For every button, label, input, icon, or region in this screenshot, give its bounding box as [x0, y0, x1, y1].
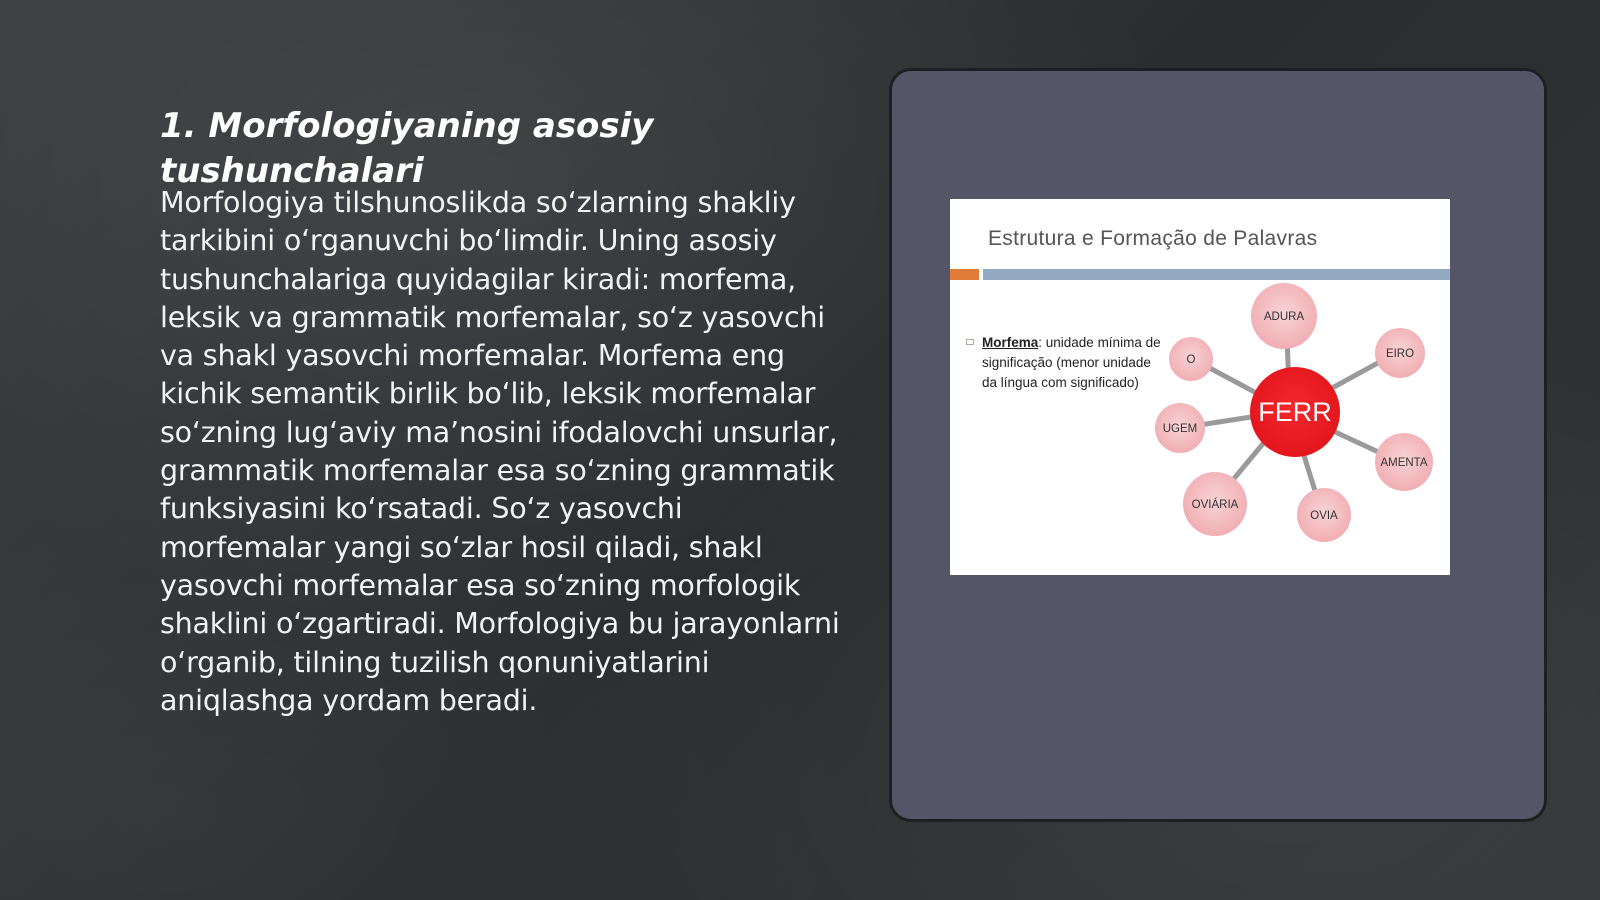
node-label-eiro: EIRO — [1385, 348, 1415, 361]
node-label-amenta: AMENTA — [1380, 457, 1428, 470]
body-paragraph: Morfologiya tilshunoslikda so‘zlarning shakliy tarkibini o‘rganuvchi bo‘limdir. Uning asosiy tushunchalariga quyidagilar kiradi: morfema, leksik va grammatik morfemalar, so‘z yasovchi va shakl yasovchi morfemalar. Morfema eng kichik semantik birlik bo‘lib, leksik morfemalar so‘zning lug‘aviy ma’nosini ifodalovchi unsurlar, grammatik morfemalar esa so‘zning grammatik funksiyasini ko‘rsatadi. So‘z yasovchi morfemalar yangi so‘zlar hosil qiladi, shakl yasovchi morfemalar esa so‘zning morfologik shaklini o‘zgartiradi. Morfologiya bu jarayonlarni o‘rganib, tilning tuzilish qonuniyatlarini aniqlashga yordam beradi. — [160, 186, 840, 717]
node-label-o: O — [1186, 354, 1196, 367]
definition-term: Morfema — [982, 335, 1039, 350]
node-label-oviaria: OVIÁRIA — [1191, 499, 1239, 512]
node-label-ugem: UGEM — [1162, 423, 1198, 436]
embedded-slide-image — [950, 199, 1450, 575]
morpheme-diagram — [950, 199, 1450, 575]
node-label-ovia: OVIA — [1310, 510, 1338, 523]
center-label: FERR — [1258, 397, 1332, 428]
embedded-slide-title: Estrutura e Formação de Palavras — [988, 227, 1318, 250]
slide-heading: 1. Morfologiyaning asosiy tushunchalari — [160, 106, 654, 191]
definition-text: : unidade mínima de significação (menor unidade da língua com significado) — [982, 335, 1161, 390]
node-label-adura: ADURA — [1263, 311, 1305, 324]
